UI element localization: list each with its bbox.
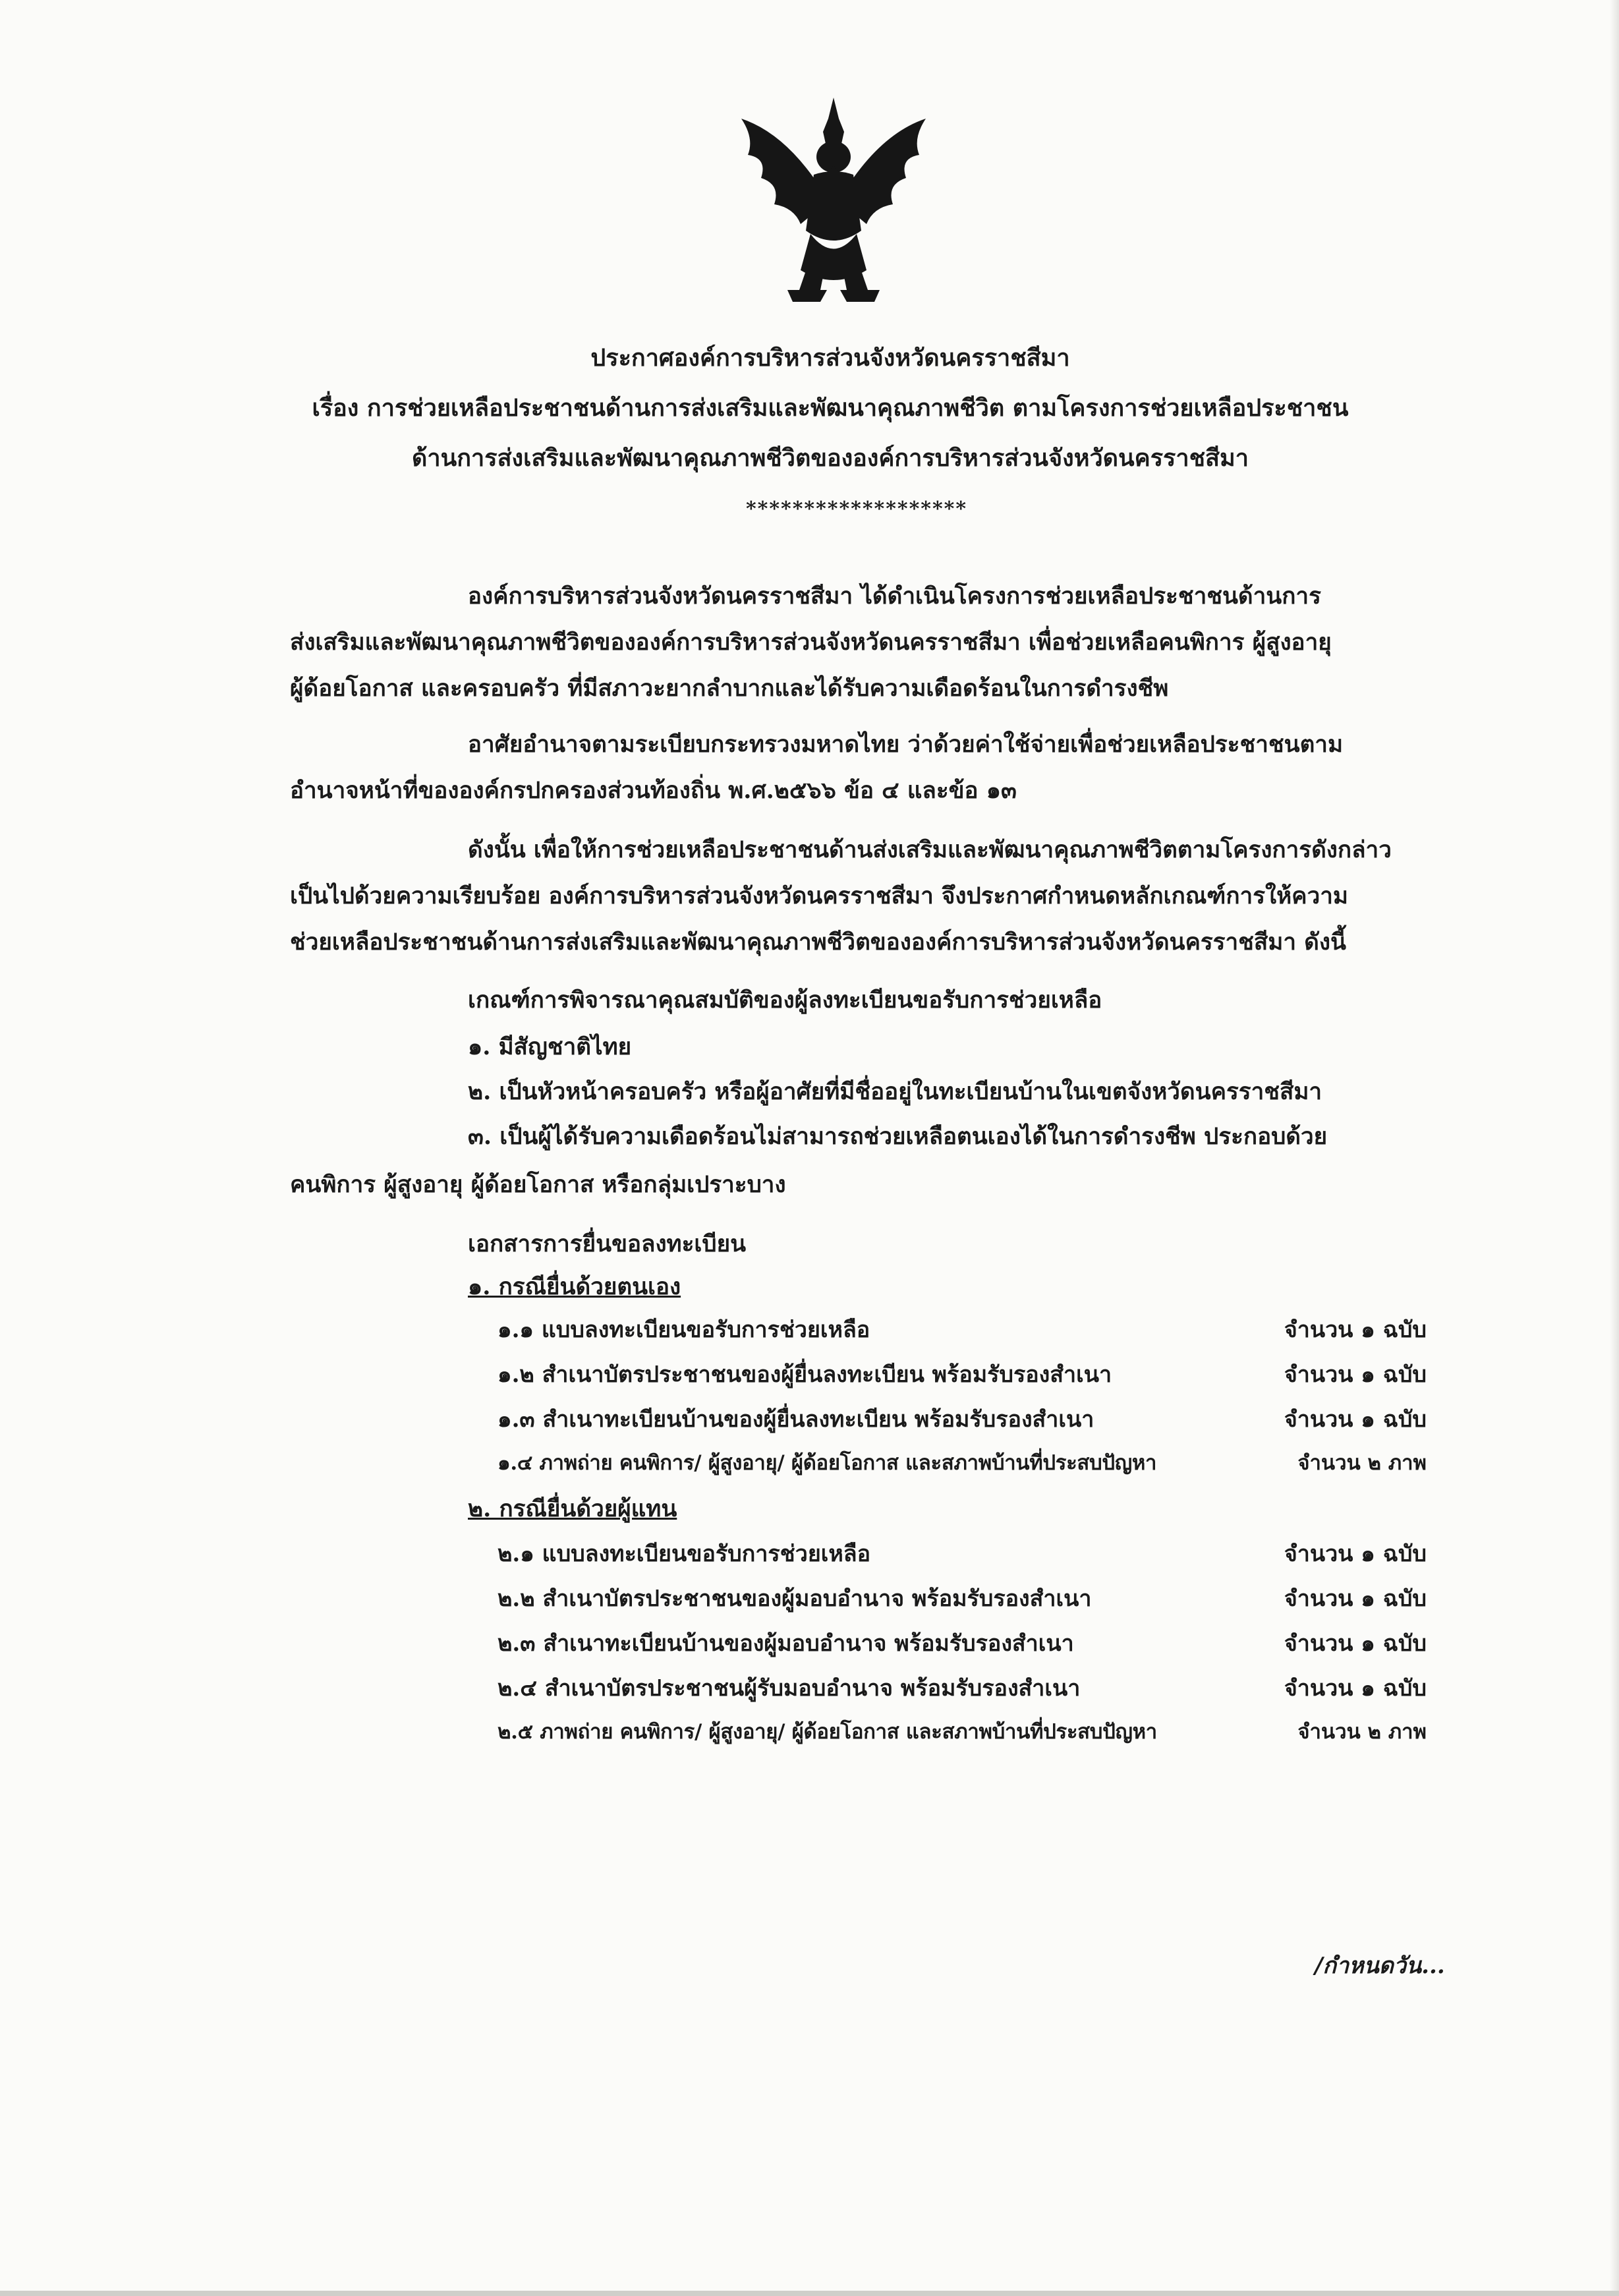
document-quantity: จำนวน ๑ ฉบับ (1284, 1586, 1427, 1612)
paragraph-1 (290, 573, 1440, 712)
paragraph-line: ช่วยเหลือประชาชนด้านการส่งเสริมและพัฒนาคุณภาพชีวิตขององค์การบริหารส่วนจังหวัดนครราชสีมา ดังนี้ (290, 929, 1346, 956)
document-label: ๑.๓ สำเนาทะเบียนบ้านของผู้ยื่นลงทะเบียน พร้อมรับรองสำเนา (497, 1406, 1094, 1433)
announcement-title (250, 333, 1410, 483)
criteria-item: ๓. เป็นผู้ได้รับความเดือดร้อนไม่สามารถช่วยเหลือตนเองได้ในการดำรงชีพ ประกอบด้วย (468, 1123, 1328, 1150)
proxy-submission-title: ๒. กรณียื่นด้วยผู้แทน (468, 1495, 677, 1522)
paragraph-3 (290, 827, 1440, 965)
document-quantity: จำนวน ๑ ฉบับ (1284, 1675, 1427, 1702)
document-label: ๒.๕ ภาพถ่าย คนพิการ/ ผู้สูงอายุ/ ผู้ด้อยโอกาส และสภาพบ้านที่ประสบปัญหา (497, 1720, 1157, 1744)
garuda-emblem-icon (722, 92, 946, 310)
document-label: ๑.๑ แบบลงทะเบียนขอรับการช่วยเหลือ (497, 1317, 870, 1343)
document-quantity: จำนวน ๑ ฉบับ (1284, 1362, 1427, 1388)
document-row (497, 1401, 1427, 1441)
criteria-heading: เกณฑ์การพิจารณาคุณสมบัติของผู้ลงทะเบียนขอรับการช่วยเหลือ (468, 987, 1102, 1014)
document-row (497, 1356, 1427, 1396)
document-quantity: จำนวน ๑ ฉบับ (1284, 1317, 1427, 1343)
document-row (497, 1580, 1427, 1620)
document-quantity: จำนวน ๒ ภาพ (1297, 1720, 1427, 1744)
document-row (497, 1670, 1427, 1709)
document-quantity: จำนวน ๒ ภาพ (1297, 1451, 1427, 1475)
document-quantity: จำนวน ๑ ฉบับ (1284, 1541, 1427, 1567)
document-label: ๒.๔ สำเนาบัตรประชาชนผู้รับมอบอำนาจ พร้อมรับรองสำเนา (497, 1675, 1081, 1702)
paragraph-line: องค์การบริหารส่วนจังหวัดนครราชสีมา ได้ดำเนินโครงการช่วยเหลือประชาชนด้านการ (468, 583, 1321, 610)
self-submission-title: ๑. กรณียื่นด้วยตนเอง (468, 1273, 681, 1300)
paragraph-line: อำนาจหน้าที่ขององค์กรปกครองส่วนท้องถิ่น พ.ศ.๒๕๖๖ ข้อ ๔ และข้อ ๑๓ (290, 777, 1017, 804)
scan-edge-shadow (1610, 0, 1619, 2296)
paragraph-2 (290, 722, 1440, 814)
document-row (497, 1535, 1427, 1575)
scan-bottom-line (0, 2291, 1619, 2296)
document-row (497, 1446, 1427, 1485)
document-row (497, 1311, 1427, 1351)
document-quantity: จำนวน ๑ ฉบับ (1284, 1406, 1427, 1433)
paragraph-line: เป็นไปด้วยความเรียบร้อย องค์การบริหารส่วนจังหวัดนครราชสีมา จึงประกาศกำหนดหลักเกณฑ์การให้ความ (290, 882, 1348, 909)
title-line-3: ด้านการส่งเสริมและพัฒนาคุณภาพชีวิตขององค์การบริหารส่วนจังหวัดนครราชสีมา (412, 444, 1249, 472)
paragraph-line: ดังนั้น เพื่อให้การช่วยเหลือประชาชนด้านส่งเสริมและพัฒนาคุณภาพชีวิตตามโครงการดังกล่าว (468, 836, 1392, 863)
document-row (497, 1625, 1427, 1665)
title-separator: ******************* (745, 498, 968, 521)
continuation-note: /กำหนดวัน... (1315, 1953, 1445, 1979)
criteria-item: ๒. เป็นหัวหน้าครอบครัว หรือผู้อาศัยที่มีชื่ออยู่ในทะเบียนบ้านในเขตจังหวัดนครราชสีมา (468, 1078, 1322, 1105)
criteria-item: ๑. มีสัญชาติไทย (468, 1033, 632, 1060)
paragraph-line: ส่งเสริมและพัฒนาคุณภาพชีวิตขององค์การบริหารส่วนจังหวัดนครราชสีมา เพื่อช่วยเหลือคนพิการ ผู้สูงอายุ (290, 629, 1332, 656)
documents-heading: เอกสารการยื่นขอลงทะเบียน (468, 1230, 747, 1257)
document-label: ๒.๒ สำเนาบัตรประชาชนของผู้มอบอำนาจ พร้อมรับรองสำเนา (497, 1586, 1092, 1612)
document-label: ๒.๓ สำเนาทะเบียนบ้านของผู้มอบอำนาจ พร้อมรับรองสำเนา (497, 1630, 1074, 1657)
document-quantity: จำนวน ๑ ฉบับ (1284, 1630, 1427, 1657)
document-label: ๑.๒ สำเนาบัตรประชาชนของผู้ยื่นลงทะเบียน พร้อมรับรองสำเนา (497, 1362, 1112, 1388)
paragraph-line: อาศัยอำนาจตามระเบียบกระทรวงมหาดไทย ว่าด้วยค่าใช้จ่ายเพื่อช่วยเหลือประชาชนตาม (468, 731, 1344, 758)
document-row (497, 1715, 1427, 1754)
document-label: ๑.๔ ภาพถ่าย คนพิการ/ ผู้สูงอายุ/ ผู้ด้อยโอกาส และสภาพบ้านที่ประสบปัญหา (497, 1451, 1157, 1475)
criteria-item-3-continued: คนพิการ ผู้สูงอายุ ผู้ด้อยโอกาส หรือกลุ่มเปราะบาง (290, 1171, 786, 1198)
document-label: ๒.๑ แบบลงทะเบียนขอรับการช่วยเหลือ (497, 1541, 871, 1567)
title-line-2: เรื่อง การช่วยเหลือประชาชนด้านการส่งเสริมและพัฒนาคุณภาพชีวิต ตามโครงการช่วยเหลือประชาชน (312, 394, 1349, 422)
title-line-1: ประกาศองค์การบริหารส่วนจังหวัดนครราชสีมา (590, 344, 1070, 372)
criteria-list (468, 1025, 1440, 1159)
paragraph-line: ผู้ด้อยโอกาส และครอบครัว ที่มีสภาวะยากลำบากและได้รับความเดือดร้อนในการดำรงชีพ (290, 675, 1169, 702)
